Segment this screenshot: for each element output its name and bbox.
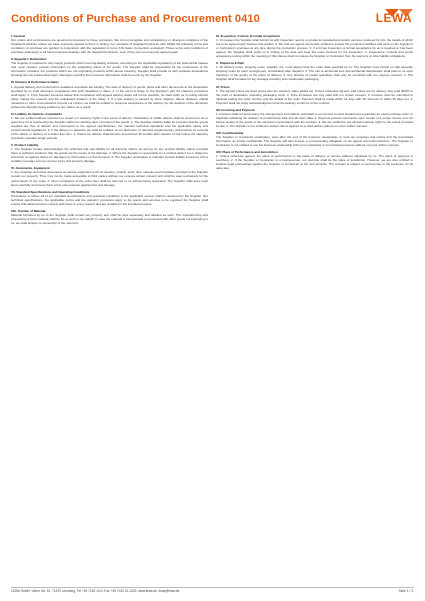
section-heading: I. General [11, 34, 25, 38]
section-text: 1. The Supplier hereby acknowledges the unlimited and sole liability for all warranty claims, as well as for any product liability claims provided there is sufficient evidence that the goods are the cause of the damage. 2. Where the Supplier is responsible for a product defect, he is obliged to indemnify us against claims for damages by third parties on first demand. 3. The Supplier undertakes to maintain product liability insurance with a suitable coverage sum per person injury and property damage. [11, 147, 208, 164]
section-text: 1. Agreed delivery and performance deadlines and dates are binding. The date of delivery of goods, plans and other documents at the destination specified by us shall determine compliance with such deadlines or dates. 2. In the event of delay on the Supplier's part the statutory provisions shall apply. 3. If the Supplier becomes aware that compliance with agreed delivery dates will not be possible, he shall notify us in writing without delay, stating the reasons and the anticipated duration of the delay. 4. If a late delivery is caused by force majeure, labour disputes, official measures or other circumstances beyond our control, we shall be entitled to postpone acceptance of the delivery for the duration of the disruption without the Supplier being entitled to any claims as a result. [11, 84, 208, 109]
terms-section [216, 108, 413, 128]
terms-section [11, 190, 208, 206]
logo-text: LEWA [375, 11, 412, 25]
terms-section [11, 57, 208, 77]
section-heading: XIV. Place of Performance and Jurisdiction [216, 150, 278, 155]
section-heading: III. Delivery & Performance Dates [11, 80, 59, 85]
terms-section [216, 131, 413, 147]
section-text: The Supplier is required to only supply products which are long-lasting products, according to the applicable regulations of the preferential treaties and, upon request, provide information on the originating status of the goods. The Supplier shall be responsible for the correctness of the information provided. For products which are not originating products within above meaning, Supplier shall provide us with separate declarations showing the non-preferential origin. Damages resulting from incorrect information shall be borne by the Supplier. [11, 61, 208, 78]
section-heading: VIII. Transfer of Material [11, 208, 46, 213]
section-heading: VII. Standard Specifications and Operating Conditions [11, 189, 90, 194]
terms-column-left [11, 34, 208, 228]
section-text: The Supplier or Contractor undertakes, even after the end of the business relationship, to treat our enquiries and orders and the associated information as strictly confidential. The Supplier will also impose a corresponding obligation on his agents and subcontractors. The Supplier or Contractor is not entitled to use his business relationship with us for marketing or promotional purposes without our prior written consent. [216, 135, 413, 148]
page-number: Seite 1 / 1 [398, 589, 413, 593]
section-heading: XII. Invoicing and Payment [216, 107, 255, 112]
section-text: 1. We are entitled without restriction to assert our statutory rights in the event of defects. Notification of visible defects shall be deemed to be in good time if it is received by the Supplier within ten working days of receipt of the goods. 2. The Supplier shall be liable for ensuring that the goods supplied are free of defects and correspond to the agreed specifications, the relevant technical standards and the applicable safety and environmental regulations. 3. If the delivery is defective we shall be entitled, at our discretion, to demand supplementary performance by removal of the defect or delivery of a defect-free item. 4. Claims for defects shall become time-barred 36 months after transfer of risk unless the statutory provisions stipulate longer periods. [11, 115, 208, 141]
section-heading: IX. Inspection, Control, (Formal) Acceptance [216, 34, 281, 38]
section-text: 1. Unless otherwise agreed, the place of performance is the place of delivery or service address stipulated by us. The place of payment is Leonberg. 2. If the Supplier or Contractor is a businessman, our domicile shall be the place of jurisdiction. However, we are also entitled to institute legal proceedings against the Supplier or Contractor at his own domicile. The contract is subject to German law to the exclusion of UN sales law. [216, 154, 413, 171]
terms-section [216, 150, 413, 170]
section-text: 1. On request the Supplier shall furnish us with inspection reports on products manufactured and/or services rendered by him, the details of which are to be agreed upon between the parties. 2. We and our agents are hereby entitled to inspect the production facilities and work on the Supplier's or Contractor's premises at any time during the production process. 3. If a formal inspection or formal acceptance by us is required or has been agreed, the Supplier shall notify us in writing of the date and bear the costs incurred for the inspection. 4. Inspections, controls and works acceptance testing within the meaning of this clause shall not relieve the Supplier or Contractor from his warranty or other liability obligations. [216, 38, 413, 59]
section-text: 1. Invoices shall not accompany the consignment, but shall be submitted to our Invoice Control Department separately for each purchase order, in duplicate indicating the delivery or performance date and all order data. 2. Payment periods commence upon receipt of a proper invoice, but not before receipt of the goods or the services in accordance with the contract. 3. We are entitled to set-off and retention rights to the extent provided by law. 4. The Supplier is not entitled to assign claims against us to third parties without our prior written consent. [216, 111, 413, 128]
terms-section [11, 112, 208, 140]
section-text: Procedures to follow: All of our standard specifications and operating conditions in the applicable version shall be observed by the Supplier. Our technical specifications, the applicable norms and the statutory provisions apply to the goods and services to be supplied; the Supplier shall ensure that delivered items comply with these in every respect and are suitable for the intended purpose. [11, 193, 208, 206]
terms-section [11, 209, 208, 225]
terms-column-right [216, 34, 413, 173]
page-title: Conditions of Purchase and Procurement 0410 [11, 13, 260, 25]
terms-section [11, 166, 208, 186]
terms-section [216, 34, 413, 58]
terms-section [11, 143, 208, 163]
section-text: 1. The agreed prices are fixed prices plus the statutory value added tax. Unless otherwise agreed, said prices are for delivery duty paid (DDP) to the point of destination, including packaging costs. 2. Price increases are only valid with our written consent. 3. Invoices must be submitted in triplicate stating the order number and the details of the order. Payment shall be made within 14 days with 3% discount or within 30 days net. 4. Payment shall not imply acknowledgement that the delivery conforms to the contract. [216, 88, 413, 105]
section-heading: X. Shipment & Risk [216, 61, 244, 66]
section-heading: XI. Prices [216, 84, 230, 89]
section-text: Material furnished by us to the Supplier shall remain our property and shall be kept separately and labelled as such. The manufacturing and processing of such material shall be for us and on our behalf. In case the material is incorporated or processed with other goods not belonging to us, we shall acquire co-ownership of the new item. [11, 212, 208, 225]
section-text: 1. Any drawings and other documents as well as equipment such as devices, models, tools, dies, samples and templates provided to the Supplier remain our property. They may not be made accessible to third parties without our express written consent and shall be used exclusively for the performance of our order. 2. Upon completion of the order they shall be returned to us without being requested. The Supplier shall store such items carefully and insure them at his own expense against loss and damage. [11, 170, 208, 187]
footer-address: LEWA GmbH, Ulmer Str. 10, 71229 Leonberg, Tel +49 7152 14-0, Fax +49 7152 14-1303, www.lewa.de, lewa@lewa.de [11, 589, 180, 593]
section-heading: IV. Liability for Defects; Complaints [11, 111, 63, 116]
section-text: Our orders and commissions are governed exclusively by these provisions. We do not recognise any contradictory or divergent conditions of the Supplier/Contractor unless we have expressly agreed to them in writing. For contracts of Supplier/Contractor with LEWA the following terms and conditions of purchase are applied in conjunction with the legislation in force (UN Sales Convention excluded). These terms and conditions of purchase shall apply to all future business dealings with the Supplier/Contractor, even if they are not expressly agreed again. [11, 38, 208, 55]
terms-section [216, 61, 413, 81]
section-heading: II. Supplier's Declaration [11, 57, 47, 62]
section-text: 1. All delivery notes, shipping notes, waybills, etc. must always bear the order data specified by us. The Supplier must furnish us with separate shipping notes for each consignment, immediately after dispatch. 2. The risk of accidental loss and accidental deterioration shall pass to us upon handover of the goods at the place of delivery. 3. Any delivery of partial quantities shall only be permitted with our express consent. 4. The Supplier shall be liable for any damage resulting from inadequate packaging. [216, 65, 413, 82]
terms-section [11, 80, 208, 108]
footer-divider [11, 587, 414, 588]
terms-section [11, 34, 208, 54]
terms-section [216, 85, 413, 105]
section-heading: XIII. Confidentiality [216, 130, 244, 135]
section-heading: VI. Documents, Equipment [11, 166, 50, 171]
section-heading: V. Product Liability [11, 143, 39, 148]
